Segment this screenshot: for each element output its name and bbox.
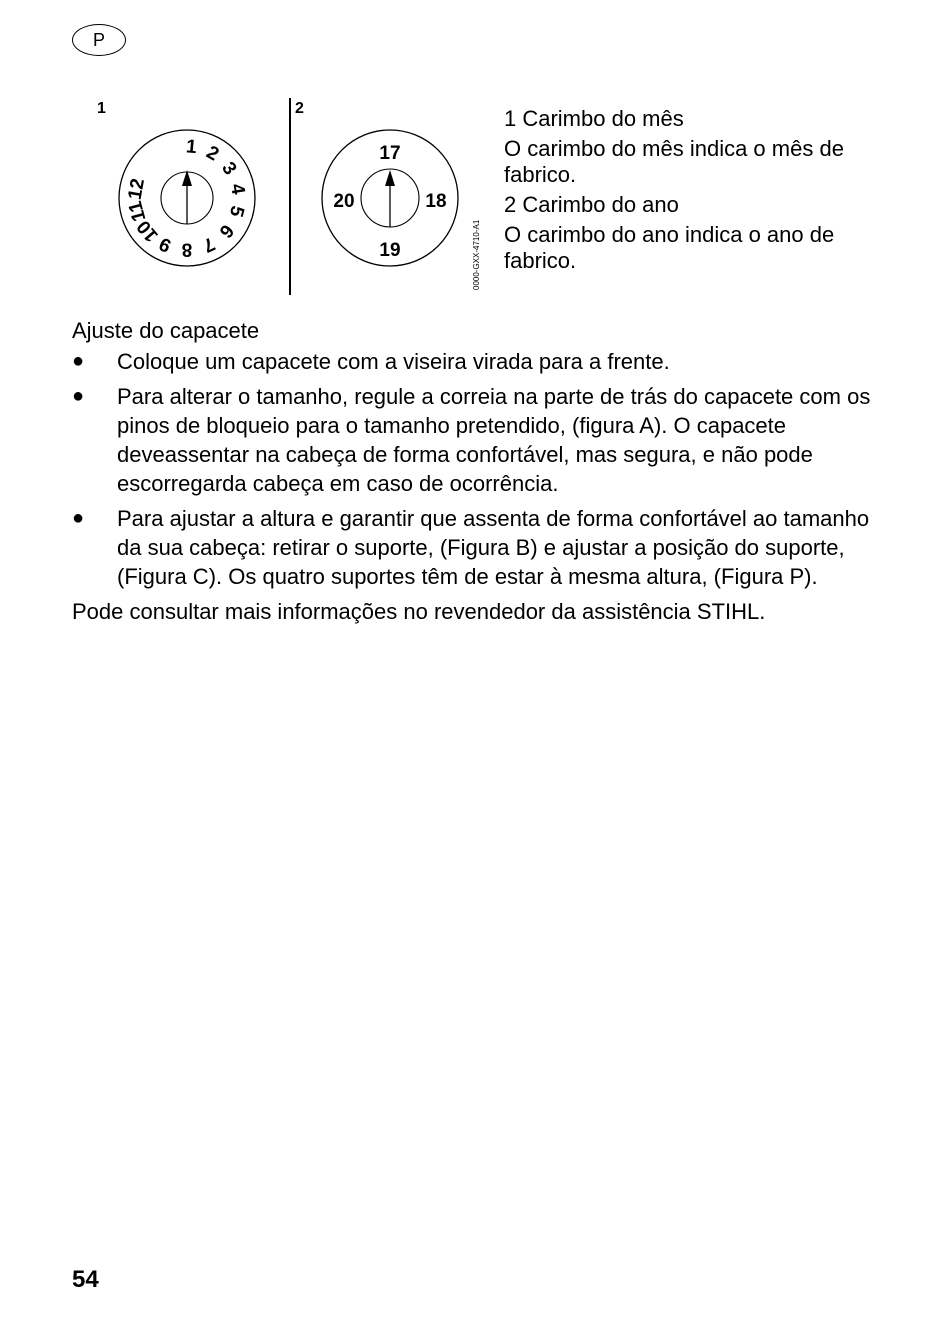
instruction-text: ). O capacete deveassentar na cabeça de forma confortável, mas segura, e não pode escorregarda cabeça em caso de ocorrência. (117, 413, 813, 496)
instruction-text: Coloque um capacete com a viseira virada para a frente. (117, 349, 670, 374)
figure-reference: Figura C (124, 564, 209, 589)
bullet-icon: ● (72, 385, 85, 407)
instruction-text: ). Os quatro suportes têm de estar à mesma altura, ( (208, 564, 722, 589)
list-item (72, 347, 882, 376)
instruction-text: Para ajustar a altura e garantir que assenta de forma confortável ao tamanho da sua cabeça: retirar o suporte, ( (117, 506, 870, 560)
instruction-text: Para alterar o tamanho, regule a correia na parte de trás do capacete com os pinos de bloqueio para o tamanho pretendido, ( (117, 384, 871, 438)
instruction-list (72, 347, 882, 591)
month-5: 5 (224, 203, 248, 220)
figure-label-2: 2 (295, 100, 304, 117)
stamp-legend (504, 106, 884, 274)
year-stamp-dial (322, 130, 458, 266)
figure-reference: Figura B (447, 535, 531, 560)
year-20: 20 (333, 191, 355, 212)
year-17: 17 (379, 143, 401, 164)
month-6: 6 (214, 219, 238, 242)
legend-item2-text: O carimbo do ano indica o ano de fabrico. (504, 222, 835, 273)
legend-item1-title: 1 Carimbo do mês (504, 106, 684, 131)
page-number: 54 (72, 1266, 99, 1293)
helmet-adjustment-section (72, 316, 882, 626)
figure-reference: Figura P (721, 564, 805, 589)
month-12: 12 (124, 176, 149, 202)
month-2: 2 (202, 142, 223, 166)
figure-reference: figura A (579, 413, 654, 438)
list-item (72, 504, 882, 591)
month-1: 1 (185, 136, 198, 159)
stamp-dials (80, 90, 500, 300)
language-badge: P (72, 24, 126, 56)
section-title: Ajuste do capacete (72, 318, 260, 343)
figure-label-1: 1 (97, 100, 106, 117)
month-8: 8 (181, 238, 193, 260)
instruction-text: ) e ajustar a posição do suporte, ( (117, 535, 845, 589)
year-19: 19 (379, 240, 401, 261)
figure-code: 0000-GXX-4710-A1 (472, 219, 481, 290)
month-11: 11 (124, 198, 151, 224)
bullet-icon: ● (72, 350, 85, 372)
month-stamp-dial (119, 130, 255, 266)
month-7: 7 (199, 232, 218, 256)
legend-item1-text: O carimbo do mês indica o mês de fabrico. (504, 136, 844, 187)
bullet-icon: ● (72, 507, 85, 529)
list-item (72, 382, 882, 498)
instruction-text: ). (804, 564, 818, 589)
month-10: 10 (133, 215, 163, 246)
month-9: 9 (156, 232, 175, 256)
stamp-figure (80, 90, 500, 300)
dealer-info-text: Pode consultar mais informações no revendedor da assistência STIHL. (72, 599, 766, 624)
month-4: 4 (225, 182, 249, 197)
year-18: 18 (425, 191, 447, 212)
month-3: 3 (217, 158, 241, 180)
legend-item2-title: 2 Carimbo do ano (504, 192, 679, 217)
